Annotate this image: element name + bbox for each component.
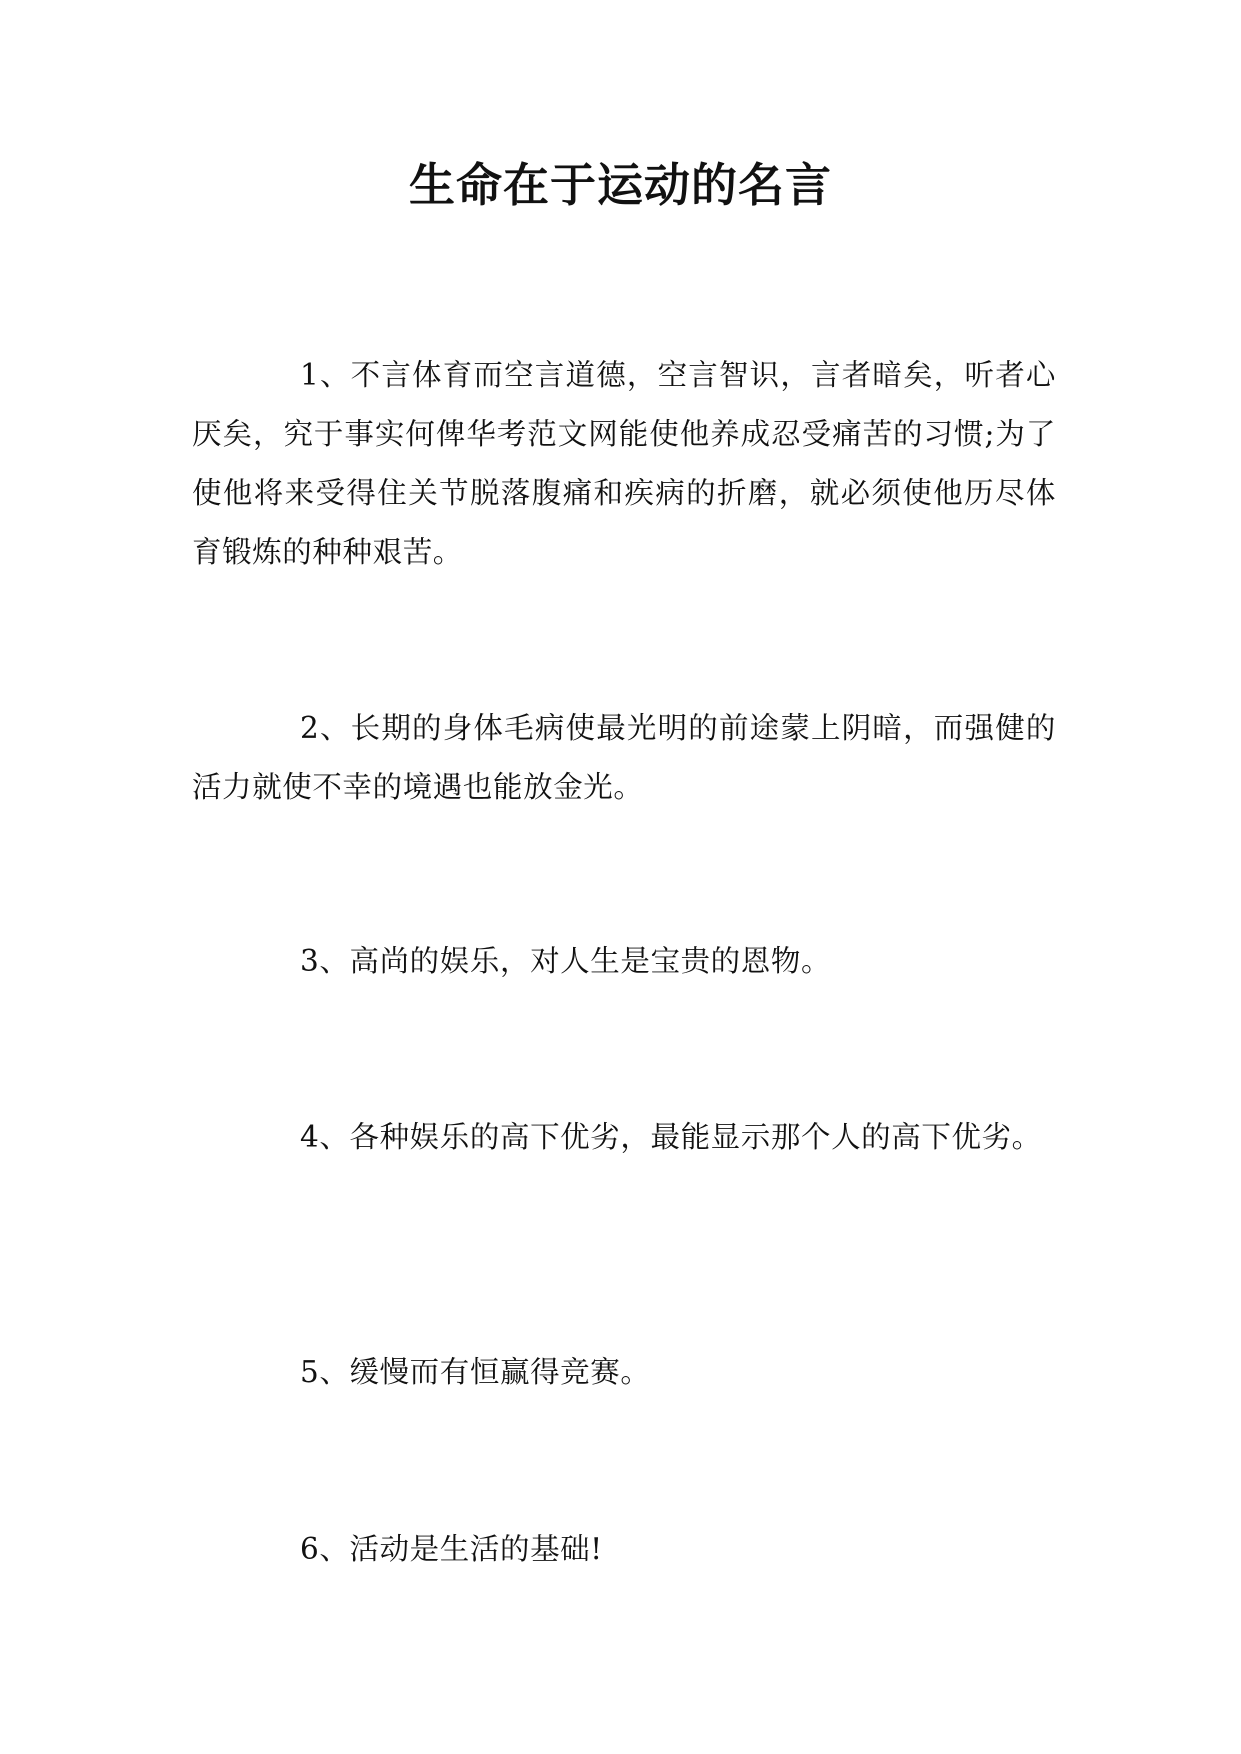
document-title: 生命在于运动的名言 [409, 158, 832, 212]
quote-paragraph-1: 1、不言体育而空言道德，空言智识，言者暗矣，听者心厌矣，究于事实何俾华考范文网能使他养成忍受痛苦的习惯;为了使他将来受得住关节脱落腹痛和疾病的折磨，就必须使他历尽体育锻炼的种种艰苦。 [192, 358, 1056, 569]
quote-paragraph-5: 5、缓慢而有恒赢得竞赛。 [300, 1355, 651, 1389]
quote-paragraph-6: 6、活动是生活的基础! [300, 1532, 603, 1566]
quote-paragraph-4: 4、各种娱乐的高下优劣，最能显示那个人的高下优劣。 [300, 1120, 1042, 1154]
quote-paragraph-3: 3、高尚的娱乐，对人生是宝贵的恩物。 [300, 944, 832, 978]
quote-paragraph-2: 2、长期的身体毛病使最光明的前途蒙上阴暗，而强健的活力就使不幸的境遇也能放金光。 [192, 711, 1056, 804]
